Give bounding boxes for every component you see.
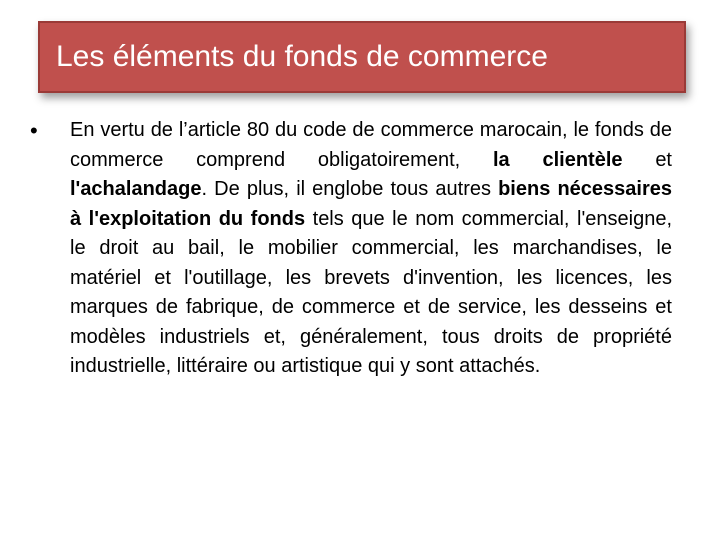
paragraph-segment: . De plus, il englobe tous autres [201,178,499,200]
paragraph-segment-bold: biens nécessaires à l'exploitation du fonds [70,178,672,230]
bullet-item [30,116,672,382]
body-content [30,116,672,382]
slide-title: Les éléments du fonds de commerce [56,40,548,73]
paragraph-segment-bold: l'achalandage [70,178,202,200]
paragraph-segment: et [622,148,672,171]
paragraph-segment: tels que le nom commercial, l'enseigne, le droit au bail, le mobilier commercial, les marchandises, le matériel et l'outillage, les brevets d'invention, les licences, les marques de fabrique, de commerce et de service, les desseins et modèles industriels et, généralement, tous droits de propriété industrielle, littéraire ou artistique qui y sont attachés. [70,207,672,377]
bullet-marker: • [30,118,38,143]
title-banner [38,21,686,93]
paragraph-segment-bold: la clientèle [492,148,623,171]
paragraph-segment: En vertu de l’article 80 du code de commerce marocain, le fonds de commerce comprend obligatoirement, [70,119,672,171]
article-paragraph [70,116,672,382]
